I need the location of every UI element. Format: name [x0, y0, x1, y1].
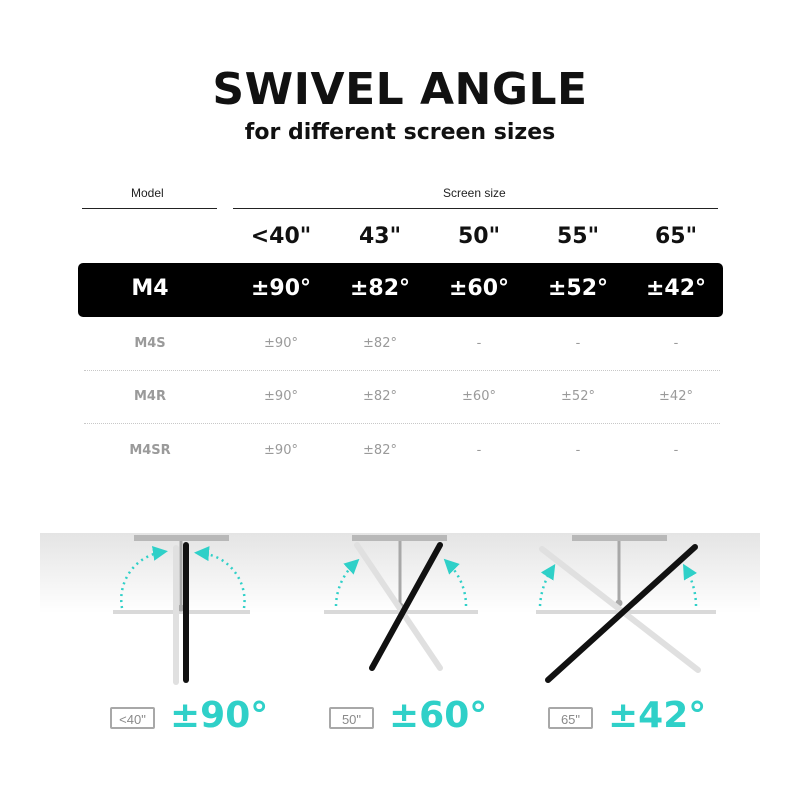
table-cell: ±90° — [264, 336, 298, 351]
table-cell: ±82° — [349, 276, 411, 301]
table-cell: ±42° — [659, 389, 693, 404]
screen-size-label: 43" — [358, 224, 402, 249]
page-title: SWIVEL ANGLE — [212, 64, 588, 115]
screen-size-label: 50" — [457, 224, 501, 249]
swivel-illustration-42 — [536, 535, 716, 680]
swivel-angle-value: ±90° — [170, 695, 269, 736]
screen-size-label: <40" — [250, 224, 312, 249]
screen-size-label: 55" — [556, 224, 600, 249]
table-cell: ±52° — [561, 389, 595, 404]
model-name-m4: M4 — [131, 276, 169, 301]
model-name-m4sr: M4SR — [129, 443, 171, 458]
table-cell: - — [575, 443, 581, 458]
table-cell: ±60° — [462, 389, 496, 404]
size-label-box: 50" — [329, 707, 374, 729]
table-cell: - — [476, 443, 482, 458]
table-cell: - — [476, 336, 482, 351]
page-subtitle: for different screen sizes — [244, 120, 556, 145]
table-cell: - — [575, 336, 581, 351]
size-label-box: 65" — [548, 707, 593, 729]
table-cell: ±90° — [250, 276, 312, 301]
table-cell: ±42° — [645, 276, 707, 301]
swivel-illustration-60 — [324, 535, 478, 668]
model-name-m4s: M4S — [134, 336, 166, 351]
screen-size-column-header: Screen size — [443, 186, 506, 200]
table-cell: ±60° — [448, 276, 510, 301]
table-cell: - — [673, 443, 679, 458]
table-cell: ±90° — [264, 443, 298, 458]
table-cell: ±90° — [264, 389, 298, 404]
table-cell: ±52° — [547, 276, 609, 301]
swivel-angle-value: ±42° — [608, 695, 707, 736]
swivel-illustration-90 — [113, 535, 250, 682]
screen-size-label: 65" — [654, 224, 698, 249]
table-cell: ±82° — [363, 336, 397, 351]
model-name-m4r: M4R — [134, 389, 166, 404]
table-cell: ±82° — [363, 443, 397, 458]
size-label-box: <40" — [110, 707, 155, 729]
table-cell: ±82° — [363, 389, 397, 404]
swivel-angle-value: ±60° — [389, 695, 488, 736]
table-cell: - — [673, 336, 679, 351]
model-column-header: Model — [131, 186, 164, 200]
